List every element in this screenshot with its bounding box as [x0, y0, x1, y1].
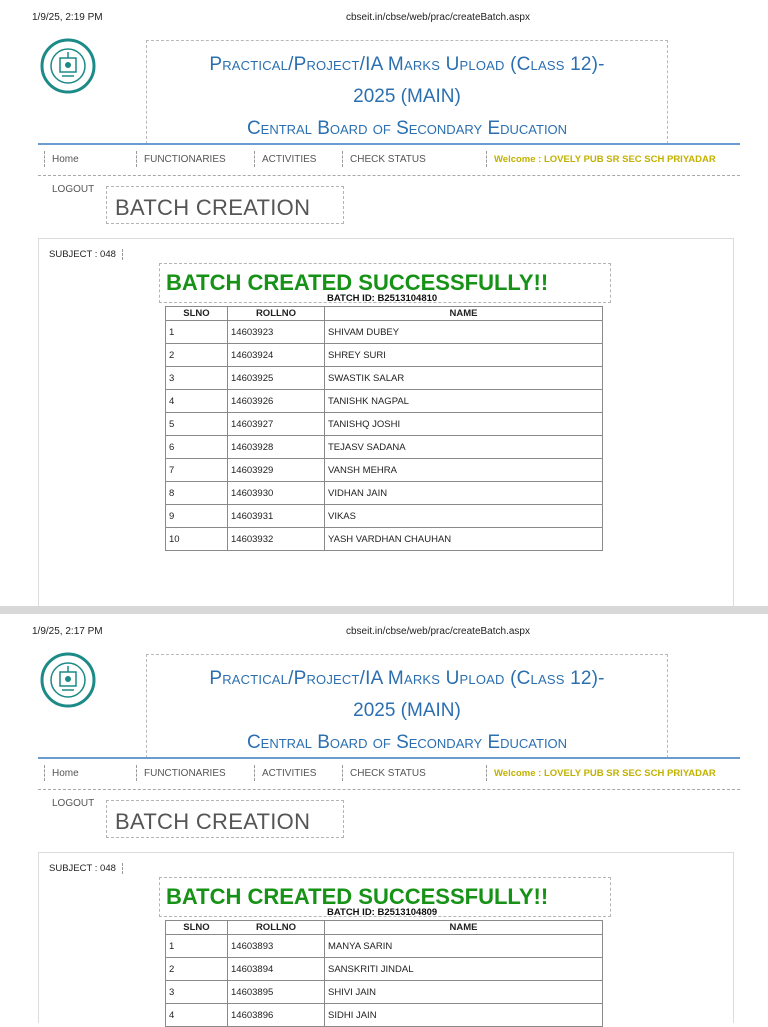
cell-name: VIKAS: [325, 505, 603, 528]
column-header-rollno: ROLLNO: [228, 921, 325, 935]
batch-panel: [38, 238, 734, 607]
cell-name: SHIVI JAIN: [325, 981, 603, 1004]
table-row: [166, 321, 603, 344]
nav-functionaries[interactable]: FUNCTIONARIES: [144, 154, 226, 165]
cell-rollno: 14603923: [228, 321, 325, 344]
cell-rollno: 14603924: [228, 344, 325, 367]
table-row: [166, 505, 603, 528]
cell-slno: 6: [166, 436, 228, 459]
cell-name: SIDHI JAIN: [325, 1004, 603, 1027]
section-title-text: BATCH CREATION: [115, 195, 311, 220]
nav-bar: [38, 757, 740, 790]
cell-rollno: 14603927: [228, 413, 325, 436]
table-row: [166, 981, 603, 1004]
section-title-text: BATCH CREATION: [115, 809, 311, 834]
page-separator: [0, 606, 768, 614]
batch-id: BATCH ID: B2513104809: [327, 907, 438, 918]
cell-rollno: 14603929: [228, 459, 325, 482]
print-timestamp: 1/9/25, 2:19 PM: [32, 12, 103, 23]
cell-slno: 1: [166, 935, 228, 958]
cell-slno: 9: [166, 505, 228, 528]
cell-name: TEJASV SADANA: [325, 436, 603, 459]
column-header-rollno: ROLLNO: [228, 307, 325, 321]
cell-rollno: 14603896: [228, 1004, 325, 1027]
batch-table: [165, 306, 603, 551]
table-row: [166, 344, 603, 367]
portal-title: [146, 40, 668, 144]
subject-label: SUBJECT : 048: [49, 863, 123, 874]
cell-slno: 10: [166, 528, 228, 551]
table-row: [166, 1004, 603, 1027]
cell-slno: 7: [166, 459, 228, 482]
cell-slno: 1: [166, 321, 228, 344]
section-title: [106, 186, 344, 224]
batch-table: [165, 920, 603, 1027]
welcome-text: Welcome : LOVELY PUB SR SEC SCH PRIYADAR: [494, 154, 716, 165]
batch-id: BATCH ID: B2513104810: [327, 293, 438, 304]
subject-label: SUBJECT : 048: [49, 249, 123, 260]
cbse-emblem-icon: [40, 38, 96, 94]
print-url: cbseit.in/cbse/web/prac/createBatch.aspx: [346, 626, 530, 637]
cell-rollno: 14603893: [228, 935, 325, 958]
print-page-2: [0, 614, 768, 1024]
title-line-2: 2025 (MAIN): [353, 86, 461, 107]
cell-name: SHIVAM DUBEY: [325, 321, 603, 344]
column-header-slno: SLNO: [166, 921, 228, 935]
table-row: [166, 413, 603, 436]
cell-name: TANISHK NAGPAL: [325, 390, 603, 413]
print-url: cbseit.in/cbse/web/prac/createBatch.aspx: [346, 12, 530, 23]
title-line-3: Central Board of Secondary Education: [246, 118, 568, 139]
title-line-2: 2025 (MAIN): [353, 700, 461, 721]
cell-rollno: 14603925: [228, 367, 325, 390]
cell-name: VIDHAN JAIN: [325, 482, 603, 505]
table-row: [166, 459, 603, 482]
column-header-slno: SLNO: [166, 307, 228, 321]
title-line-1: Practical/Project/IA Marks Upload (Class 12)-: [209, 54, 605, 75]
nav-bar: [38, 143, 740, 176]
title-line-1: Practical/Project/IA Marks Upload (Class 12)-: [209, 668, 605, 689]
logout-link[interactable]: LOGOUT: [52, 184, 95, 195]
batch-panel: [38, 852, 734, 1023]
cell-slno: 8: [166, 482, 228, 505]
nav-activities[interactable]: ACTIVITIES: [262, 154, 317, 165]
table-row: [166, 935, 603, 958]
column-header-name: NAME: [325, 307, 603, 321]
table-row: [166, 528, 603, 551]
cell-rollno: 14603930: [228, 482, 325, 505]
nav-check-status[interactable]: CHECK STATUS: [350, 154, 426, 165]
print-timestamp: 1/9/25, 2:17 PM: [32, 626, 103, 637]
portal-title: [146, 654, 668, 758]
cell-name: YASH VARDHAN CHAUHAN: [325, 528, 603, 551]
cell-slno: 4: [166, 390, 228, 413]
nav-activities[interactable]: ACTIVITIES: [262, 768, 317, 779]
logout-link[interactable]: LOGOUT: [52, 798, 95, 809]
cell-name: SANSKRITI JINDAL: [325, 958, 603, 981]
nav-home[interactable]: Home: [52, 768, 79, 779]
cell-name: TANISHQ JOSHI: [325, 413, 603, 436]
welcome-text: Welcome : LOVELY PUB SR SEC SCH PRIYADAR: [494, 768, 716, 779]
success-message-text: BATCH CREATED SUCCESSFULLY!!: [166, 270, 549, 295]
cell-slno: 5: [166, 413, 228, 436]
table-row: [166, 367, 603, 390]
nav-home[interactable]: Home: [52, 154, 79, 165]
cell-slno: 2: [166, 958, 228, 981]
cell-rollno: 14603926: [228, 390, 325, 413]
cell-rollno: 14603895: [228, 981, 325, 1004]
cell-slno: 2: [166, 344, 228, 367]
cell-rollno: 14603894: [228, 958, 325, 981]
nav-functionaries[interactable]: FUNCTIONARIES: [144, 768, 226, 779]
cell-slno: 4: [166, 1004, 228, 1027]
table-row: [166, 436, 603, 459]
cell-name: SHREY SURI: [325, 344, 603, 367]
cell-rollno: 14603928: [228, 436, 325, 459]
cell-name: SWASTIK SALAR: [325, 367, 603, 390]
column-header-name: NAME: [325, 921, 603, 935]
table-row: [166, 482, 603, 505]
cell-name: VANSH MEHRA: [325, 459, 603, 482]
cell-slno: 3: [166, 981, 228, 1004]
cell-rollno: 14603931: [228, 505, 325, 528]
nav-check-status[interactable]: CHECK STATUS: [350, 768, 426, 779]
cell-name: MANYA SARIN: [325, 935, 603, 958]
cbse-emblem-icon: [40, 652, 96, 708]
cell-slno: 3: [166, 367, 228, 390]
success-message-text: BATCH CREATED SUCCESSFULLY!!: [166, 884, 549, 909]
table-row: [166, 390, 603, 413]
table-row: [166, 958, 603, 981]
title-line-3: Central Board of Secondary Education: [246, 732, 568, 753]
cell-rollno: 14603932: [228, 528, 325, 551]
section-title: [106, 800, 344, 838]
